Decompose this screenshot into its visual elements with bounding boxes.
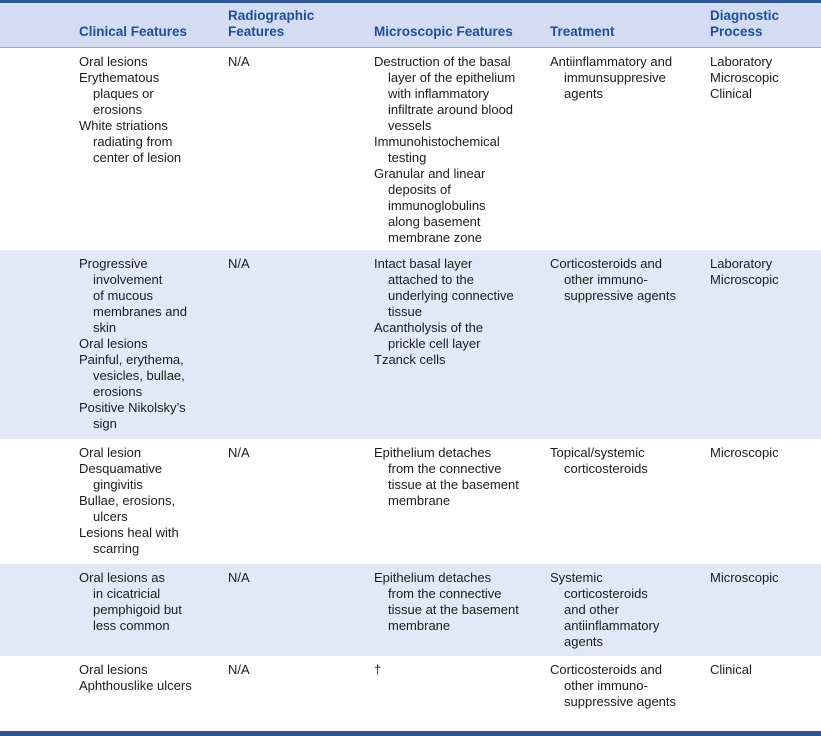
treatment-cell: [550, 445, 700, 477]
list-item: Epithelium detaches from the connective tissue at the basement membrane: [374, 445, 519, 508]
list-item: Painful, erythema, vesicles, bullae, erosions: [79, 352, 185, 399]
header-radiographic-features: Radiographic Features: [228, 8, 315, 39]
list-item: Corticosteroids and other immuno- suppressive agents: [550, 256, 677, 303]
radiographic-features-cell: [228, 256, 358, 272]
list-item: Aphthouslike ulcers: [79, 678, 192, 693]
radiographic-features-cell: [228, 54, 358, 70]
list-item: Microscopic: [710, 570, 779, 585]
list-item: Immunohistochemical testing: [374, 134, 500, 165]
list-item: White striations radiating from center of lesion: [79, 118, 182, 165]
list-item: Corticosteroids and other immuno- suppressive agents: [550, 662, 677, 709]
diagnostic-process-cell: [710, 662, 815, 678]
list-item: Topical/systemic corticosteroids: [550, 445, 648, 476]
table-row: [0, 48, 821, 250]
diagnostic-process-cell: [710, 445, 815, 461]
list-item: †: [374, 662, 382, 677]
list-item: Systemic corticosteroids and other antiinflammatory agents: [550, 570, 660, 649]
diagnostic-process-cell: [710, 54, 815, 102]
radiographic-features-cell: [228, 445, 358, 461]
clinical-features-cell: [79, 570, 219, 634]
list-item: Bullae, erosions, ulcers: [79, 493, 176, 524]
list-item: Microscopic: [710, 445, 779, 460]
microscopic-features-cell: [374, 256, 539, 368]
clinical-features-cell: [79, 445, 219, 557]
list-item: Oral lesions as in cicatricial pemphigoid but less common: [79, 570, 182, 633]
list-item: Positive Nikolsky’s sign: [79, 400, 186, 431]
list-item: Destruction of the basal layer of the epithelium with inflammatory infiltrate around blood vessels: [374, 54, 516, 133]
list-item: N/A: [228, 256, 250, 271]
radiographic-features-cell: [228, 662, 358, 678]
list-item: Progressive involvement of mucous membranes and skin: [79, 256, 187, 335]
table-row: [0, 656, 821, 731]
list-item: Tzanck cells: [374, 352, 446, 367]
list-item: Intact basal layer attached to the underlying connective tissue: [374, 256, 514, 319]
treatment-cell: [550, 662, 700, 710]
diagnostic-process-cell: [710, 256, 815, 288]
list-item: N/A: [228, 445, 250, 460]
microscopic-features-cell: [374, 570, 539, 634]
list-item: Acantholysis of the prickle cell layer: [374, 320, 484, 351]
bottom-rule: [0, 731, 821, 736]
treatment-cell: [550, 570, 700, 650]
list-item: Lesions heal with scarring: [79, 525, 179, 556]
clinical-features-cell: [79, 662, 219, 694]
list-item: Epithelium detaches from the connective tissue at the basement membrane: [374, 570, 519, 633]
list-item: Oral lesions: [79, 662, 148, 677]
list-item: Oral lesions: [79, 54, 148, 69]
microscopic-features-cell: [374, 54, 539, 246]
list-item: Microscopic: [710, 70, 779, 85]
table-row: [0, 564, 821, 656]
table-row: [0, 250, 821, 439]
list-item: Clinical: [710, 662, 752, 677]
list-item: N/A: [228, 662, 250, 677]
radiographic-features-cell: [228, 570, 358, 586]
list-item: Oral lesions: [79, 336, 148, 351]
list-item: Granular and linear deposits of immunoglobulins along basement membrane zone: [374, 166, 486, 245]
clinical-features-cell: [79, 54, 219, 166]
header-treatment: Treatment: [550, 24, 615, 39]
list-item: Oral lesion: [79, 445, 142, 460]
table-row: [0, 439, 821, 564]
table-header: [0, 3, 821, 48]
clinical-features-cell: [79, 256, 219, 432]
list-item: Clinical: [710, 86, 752, 101]
list-item: Desquamative gingivitis: [79, 461, 163, 492]
treatment-cell: [550, 256, 700, 304]
header-clinical-features: Clinical Features: [79, 24, 188, 39]
list-item: Antiinflammatory and immunsuppresive agents: [550, 54, 673, 101]
list-item: Laboratory: [710, 256, 773, 271]
list-item: N/A: [228, 570, 250, 585]
list-item: Laboratory: [710, 54, 773, 69]
list-item: Microscopic: [710, 272, 779, 287]
diagnostic-process-cell: [710, 570, 815, 586]
list-item: N/A: [228, 54, 250, 69]
header-microscopic-features: Microscopic Features: [374, 24, 513, 39]
microscopic-features-cell: [374, 662, 539, 678]
header-diagnostic-process: Diagnostic Process: [710, 8, 780, 39]
list-item: Erythematous plaques or erosions: [79, 70, 160, 117]
treatment-cell: [550, 54, 700, 102]
microscopic-features-cell: [374, 445, 539, 509]
